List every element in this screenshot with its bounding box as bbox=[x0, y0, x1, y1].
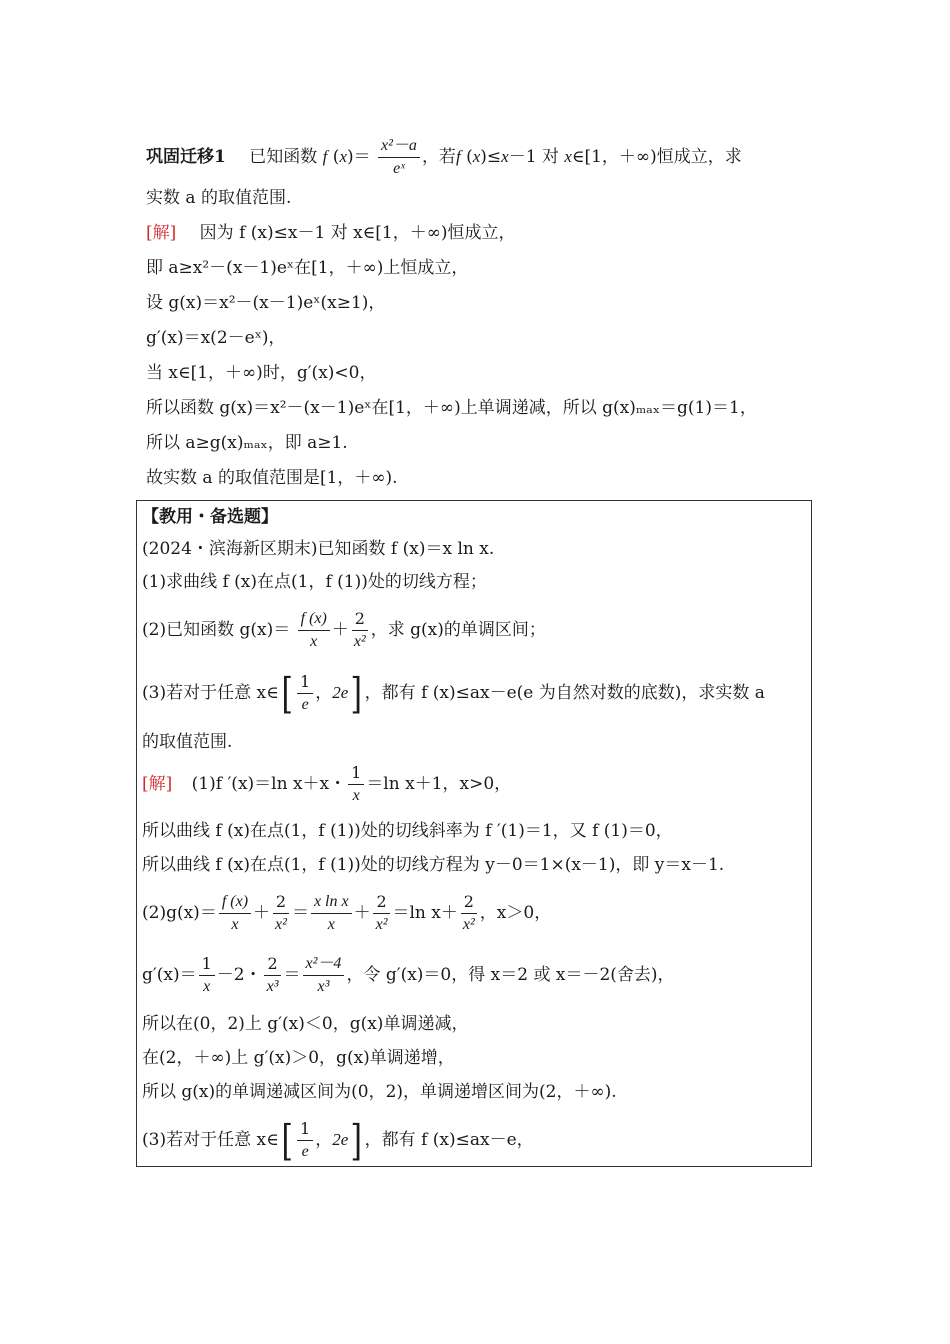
a3-frac-2 bbox=[264, 954, 282, 997]
q2-frac-2-den: x² bbox=[353, 633, 366, 650]
a7-2e: 2e bbox=[332, 1130, 349, 1149]
a7-text-b: ，都有 f (x)≤ax－e， bbox=[364, 1130, 534, 1150]
a3-frac-2-num: 2 bbox=[264, 954, 280, 976]
exercise-stmt-d: 恒成立，求 bbox=[656, 147, 742, 167]
box-q1: (1)求曲线 f (x)在点(1，f (1))处的切线方程； bbox=[142, 572, 487, 592]
box-a1-line2: 所以曲线 f (x)在点(1，f (1))处的切线斜率为 f ′(1)＝1，又 f (1)＝0， bbox=[142, 821, 673, 841]
a2-frac-3-den: x bbox=[327, 916, 335, 933]
a3-text-a: g′(x)＝ bbox=[142, 965, 197, 985]
box-q3-line2: 的取值范围. bbox=[142, 732, 233, 752]
a1-text-b: ＝ln x＋1，x>0， bbox=[366, 774, 512, 794]
q2-text-a: (2)已知函数 g(x)＝ bbox=[142, 620, 291, 640]
exercise-stmt-c: 对 bbox=[541, 147, 559, 167]
exercise-stmt-b: ，若 bbox=[421, 147, 456, 167]
a2-frac-5-num: 2 bbox=[461, 892, 477, 914]
a1-text-a: (1)f ′(x)＝ln x＋x・ bbox=[191, 774, 347, 794]
a3-text-b: －2・ bbox=[216, 965, 262, 985]
exercise-label: 巩固迁移1 bbox=[146, 147, 226, 167]
solution-line-3: 设 g(x)＝x²－(x－1)eˣ(x≥1)， bbox=[146, 293, 386, 313]
a2-frac-1-num: f (x) bbox=[219, 892, 251, 914]
right-bracket-icon: ] bbox=[350, 668, 363, 718]
solution-line-8: 故实数 a 的取值范围是[1，＋∞). bbox=[146, 468, 398, 488]
q2-frac-2 bbox=[351, 609, 369, 652]
left-bracket-icon: [ bbox=[281, 668, 293, 718]
solution-line-2: 即 a≥x²－(x－1)eˣ在[1，＋∞)上恒成立， bbox=[146, 258, 469, 278]
solution-line-6: 所以函数 g(x)＝x²－(x－1)eˣ在[1，＋∞)上单调递减，所以 g(x)ₘₐₓ＝g(1)＝1， bbox=[146, 398, 757, 418]
a3-frac-3 bbox=[303, 954, 345, 997]
a2-frac-2-den: x² bbox=[275, 916, 287, 933]
solution-line-4: g′(x)＝x(2－eˣ)， bbox=[146, 328, 286, 348]
right-bracket-icon: ] bbox=[350, 1115, 363, 1165]
box-intro: (2024・滨海新区期末)已知函数 f (x)＝x ln x. bbox=[142, 539, 495, 559]
a2-frac-3 bbox=[311, 892, 352, 935]
q3-text-b: ，都有 f (x)≤ax－e(e 为自然对数的底数)，求实数 a bbox=[364, 683, 765, 703]
left-bracket-icon: [ bbox=[281, 1115, 293, 1165]
a3-frac-1-den: x bbox=[203, 978, 211, 995]
a1-frac bbox=[348, 763, 364, 806]
a3-frac-3-den: x³ bbox=[317, 978, 330, 995]
a7-frac-num: 1 bbox=[297, 1119, 313, 1141]
a1-frac-num: 1 bbox=[348, 763, 364, 785]
a2-frac-4 bbox=[373, 892, 391, 935]
a7-frac-den: e bbox=[301, 1143, 309, 1160]
q3-frac-den: e bbox=[301, 696, 309, 713]
box-title: 【教用・备选题】 bbox=[142, 507, 278, 527]
q3-frac bbox=[297, 672, 313, 715]
a2-frac-4-den: x² bbox=[375, 916, 388, 933]
q3-frac-num: 1 bbox=[297, 672, 313, 694]
a3-frac-2-den: x³ bbox=[266, 978, 279, 995]
box-a3: g′(x)＝ $\frac{1}{x}$ －2・ $\frac{2}{\text{x³}}$ ＝ $\frac{\text{x²－4}}{\text{x³}}$ ，令 g′(x)＝0，得 x＝2 或 x＝－2(舍去)， bbox=[142, 954, 675, 995]
solution-tag: [解] bbox=[146, 223, 177, 243]
box-a6: 所以 g(x)的单调递减区间为(0，2)，单调递增区间为(2，＋∞). bbox=[142, 1082, 617, 1102]
a3-frac-1 bbox=[199, 954, 215, 997]
a1-frac-den: x bbox=[352, 787, 360, 804]
exercise-fraction bbox=[378, 136, 420, 179]
box-a5: 在(2，＋∞)上 g′(x)＞0，g(x)单调递增， bbox=[142, 1048, 455, 1068]
q3-text-a: (3)若对于任意 x∈ bbox=[142, 683, 279, 703]
fraction-denominator: eˣ bbox=[393, 160, 405, 177]
exercise-line-1: 巩固迁移1 已知函数 f (x)＝ $\frac{\text{x²－a}}{\text{eˣ}}$ ，若f (x)≤x－1 对 x∈[1，＋∞)恒成立，求 bbox=[146, 137, 742, 177]
exercise-stmt-a: 已知函数 bbox=[249, 147, 318, 167]
a2-frac-1-den: x bbox=[231, 916, 239, 933]
a2-frac-4-num: 2 bbox=[373, 892, 389, 914]
a3-text-c: ，令 g′(x)＝0，得 x＝2 或 x＝－2(舍去)， bbox=[346, 965, 675, 985]
a2-text-a: (2)g(x)＝ bbox=[142, 903, 217, 923]
a2-text-b: ，x＞0， bbox=[479, 903, 552, 923]
q3-2e: 2e bbox=[332, 683, 349, 702]
a2-frac-5-den: x² bbox=[462, 916, 475, 933]
a2-ln: ＝ln x＋ bbox=[392, 903, 458, 923]
solution-line-5: 当 x∈[1，＋∞)时，g′(x)<0， bbox=[146, 363, 377, 383]
box-a1 bbox=[142, 760, 511, 808]
box-a2: (2)g(x)＝ $\frac{f (x)}{x}$ ＋ $\frac{2}{\text{x²}}$ ＝ $\frac{\text{x ln x}}{x}$ ＋ $\frac{2}{\text{x²}}$ ＝ln x＋ $\frac{2}{\text{x²}}$ ，x＞0， bbox=[142, 892, 552, 933]
q2-frac-1 bbox=[298, 609, 330, 652]
a3-frac-1-num: 1 bbox=[199, 954, 215, 976]
solution-text-1: 因为 f (x)≤x－1 对 x∈[1，＋∞)恒成立， bbox=[199, 223, 516, 243]
fx-symbol: f bbox=[322, 147, 328, 166]
a2-frac-3-num: x ln x bbox=[311, 892, 352, 914]
a2-frac-2 bbox=[272, 892, 290, 935]
q2-text-b: ，求 g(x)的单调区间； bbox=[370, 620, 546, 640]
box-q2: (2)已知函数 g(x)＝ $\frac{f (x)}{x}$ ＋ $\frac{2}{\text{x²}}$ ，求 g(x)的单调区间； bbox=[142, 609, 546, 650]
q2-frac-1-den: x bbox=[310, 633, 318, 650]
a3-frac-3-num: x²－4 bbox=[303, 954, 345, 976]
a7-text-a: (3)若对于任意 x∈ bbox=[142, 1130, 279, 1150]
solution-line-7: 所以 a≥g(x)ₘₐₓ，即 a≥1. bbox=[146, 433, 348, 453]
a7-frac bbox=[297, 1119, 313, 1162]
q2-frac-2-num: 2 bbox=[352, 609, 368, 631]
answer-tag: [解] bbox=[142, 774, 173, 794]
solution-line-1 bbox=[146, 221, 516, 245]
q2-frac-1-num: f (x) bbox=[298, 609, 330, 631]
fraction-numerator: x²－a bbox=[378, 136, 420, 158]
box-a7: (3)若对于任意 x∈[ $\frac{1}{e}$ ，2e] ，都有 f (x)≤ax－e， bbox=[142, 1115, 534, 1165]
box-a1-line3: 所以曲线 f (x)在点(1，f (1))处的切线方程为 y－0＝1×(x－1)，即 y＝x－1. bbox=[142, 855, 725, 875]
box-a4: 所以在(0，2)上 g′(x)＜0，g(x)单调递减， bbox=[142, 1014, 469, 1034]
a2-frac-2-num: 2 bbox=[273, 892, 289, 914]
box-q3: (3)若对于任意 x∈[ $\frac{1}{e}$ ，2e] ，都有 f (x)≤ax－e(e 为自然对数的底数)，求实数 a bbox=[142, 668, 765, 718]
a2-frac-1 bbox=[219, 892, 251, 935]
exercise-line-2: 实数 a 的取值范围. bbox=[146, 188, 292, 208]
a2-frac-5 bbox=[460, 892, 478, 935]
